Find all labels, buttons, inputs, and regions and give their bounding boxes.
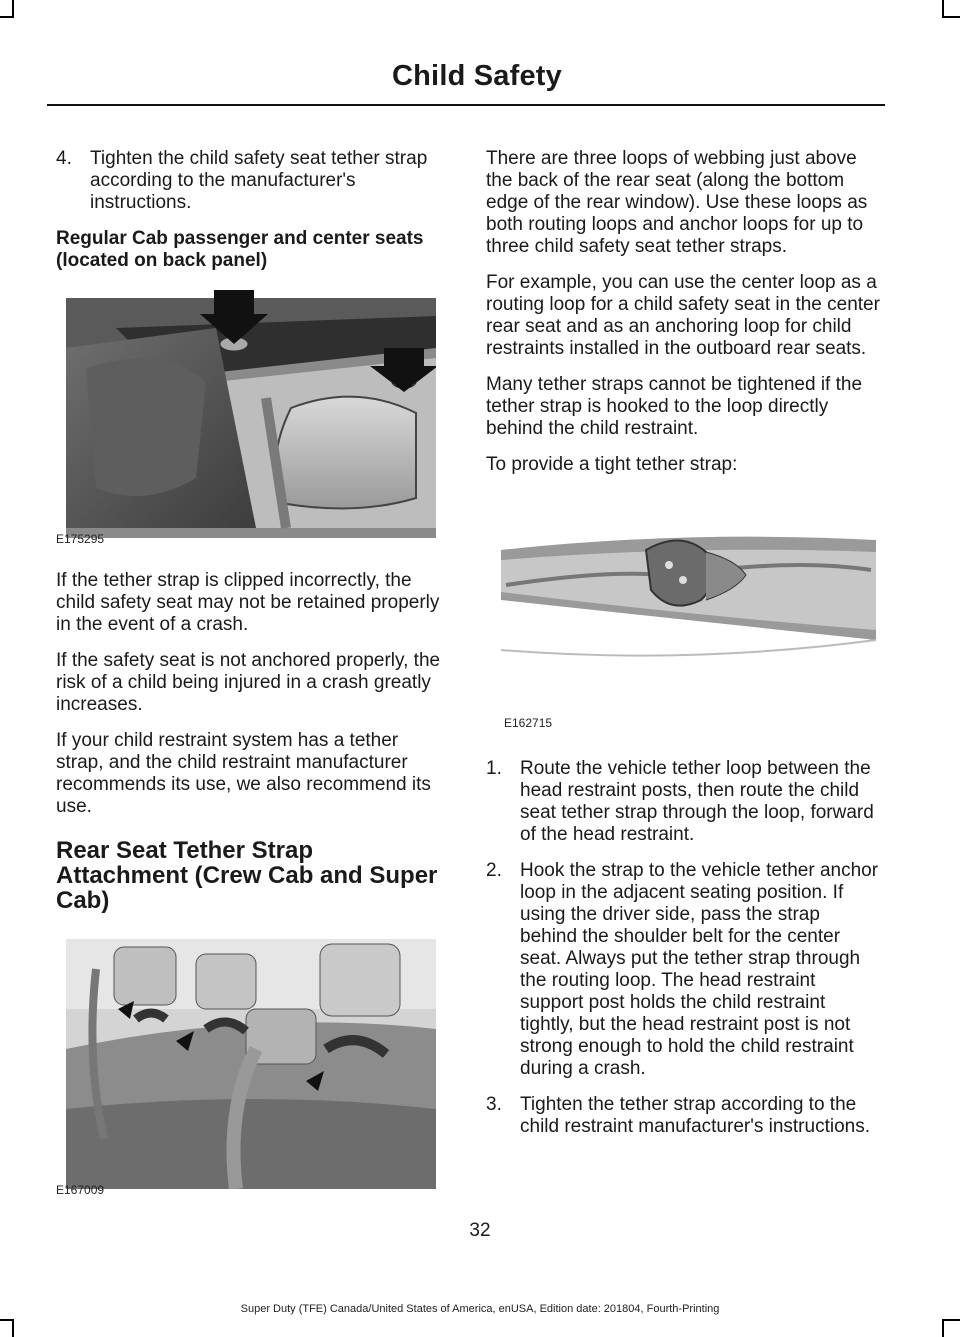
step-4 <box>56 148 449 214</box>
paragraph: For example, you can use the center loop as a routing loop for a child safety seat in the center rear seat and as an anchoring loop for child restraints installed in the outboard rear seats. <box>486 272 880 359</box>
figure-code: E167009 <box>56 1183 105 1197</box>
crop-mark <box>0 16 14 18</box>
left-column <box>56 148 449 1201</box>
paragraph: To provide a tight tether strap: <box>486 454 738 475</box>
subheading-regular-cab: Regular Cab passenger and center seats (located on back panel) <box>56 228 424 271</box>
page-title: Child Safety <box>392 60 562 92</box>
right-column <box>486 148 882 1152</box>
figure-tether-loop <box>486 490 882 734</box>
header-divider <box>47 104 885 106</box>
rear-seat-illustration <box>56 939 436 1189</box>
step-number: 3. <box>486 1094 502 1115</box>
figure-code: E175295 <box>56 532 105 546</box>
page-number: 32 <box>469 1220 491 1241</box>
section-heading: Rear Seat Tether Strap Attachment (Crew Cab and Super Cab) <box>56 837 438 914</box>
figure-rear-seat-loops <box>56 939 436 1201</box>
paragraph: If the safety seat is not anchored properly, the risk of a child being injured in a crash greatly increases. <box>56 650 441 715</box>
step-text: Tighten the child safety seat tether strap according to the manufacturer's instructions. <box>90 148 428 213</box>
step-text: Route the vehicle tether loop between the head restraint posts, then route the child seat tether strap through the loop, forward of the head restraint. <box>520 758 874 845</box>
step-2 <box>486 860 882 1080</box>
tether-loop-illustration <box>486 490 882 700</box>
paragraph: Many tether straps cannot be tightened if the tether strap is hooked to the loop directly behind the child restraint. <box>486 374 863 439</box>
paragraph: There are three loops of webbing just above the back of the rear seat (along the bottom edge of the rear window). Use these loops as both routing loops and anchor loops for up to three child safety seat tether straps. <box>486 148 868 257</box>
crop-mark <box>942 16 960 18</box>
step-number: 2. <box>486 860 502 881</box>
step-text: Tighten the tether strap according to the child restraint manufacturer's instructions. <box>520 1094 870 1137</box>
crop-mark <box>942 1319 960 1321</box>
crop-mark <box>12 1319 14 1337</box>
step-text: Hook the strap to the vehicle tether anchor loop in the adjacent seating position. If using the driver side, pass the strap behind the shoulder belt for the center seat. Always put the tether strap through the routing loop. The head restraint support post holds the child restraint tightly, but the head restraint post is not strong enough to hold the child restraint during a crash. <box>520 860 879 1079</box>
figure-code: E162715 <box>504 716 553 730</box>
crop-mark <box>0 1319 14 1321</box>
back-panel-illustration <box>56 288 436 538</box>
paragraph: If your child restraint system has a tether strap, and the child restraint manufacturer recommends its use, we also recommend its use. <box>56 730 431 817</box>
step-3 <box>486 1094 882 1138</box>
edition-footer: Super Duty (TFE) Canada/United States of America, enUSA, Edition date: 201804, Fourth-Printing <box>240 1303 720 1315</box>
step-number: 4. <box>56 148 72 169</box>
step-1 <box>486 758 882 846</box>
crop-mark <box>942 1319 944 1337</box>
paragraph: If the tether strap is clipped incorrectly, the child safety seat may not be retained properly in the event of a crash. <box>56 570 440 635</box>
step-number: 1. <box>486 758 502 779</box>
figure-back-panel-anchors <box>56 288 436 550</box>
